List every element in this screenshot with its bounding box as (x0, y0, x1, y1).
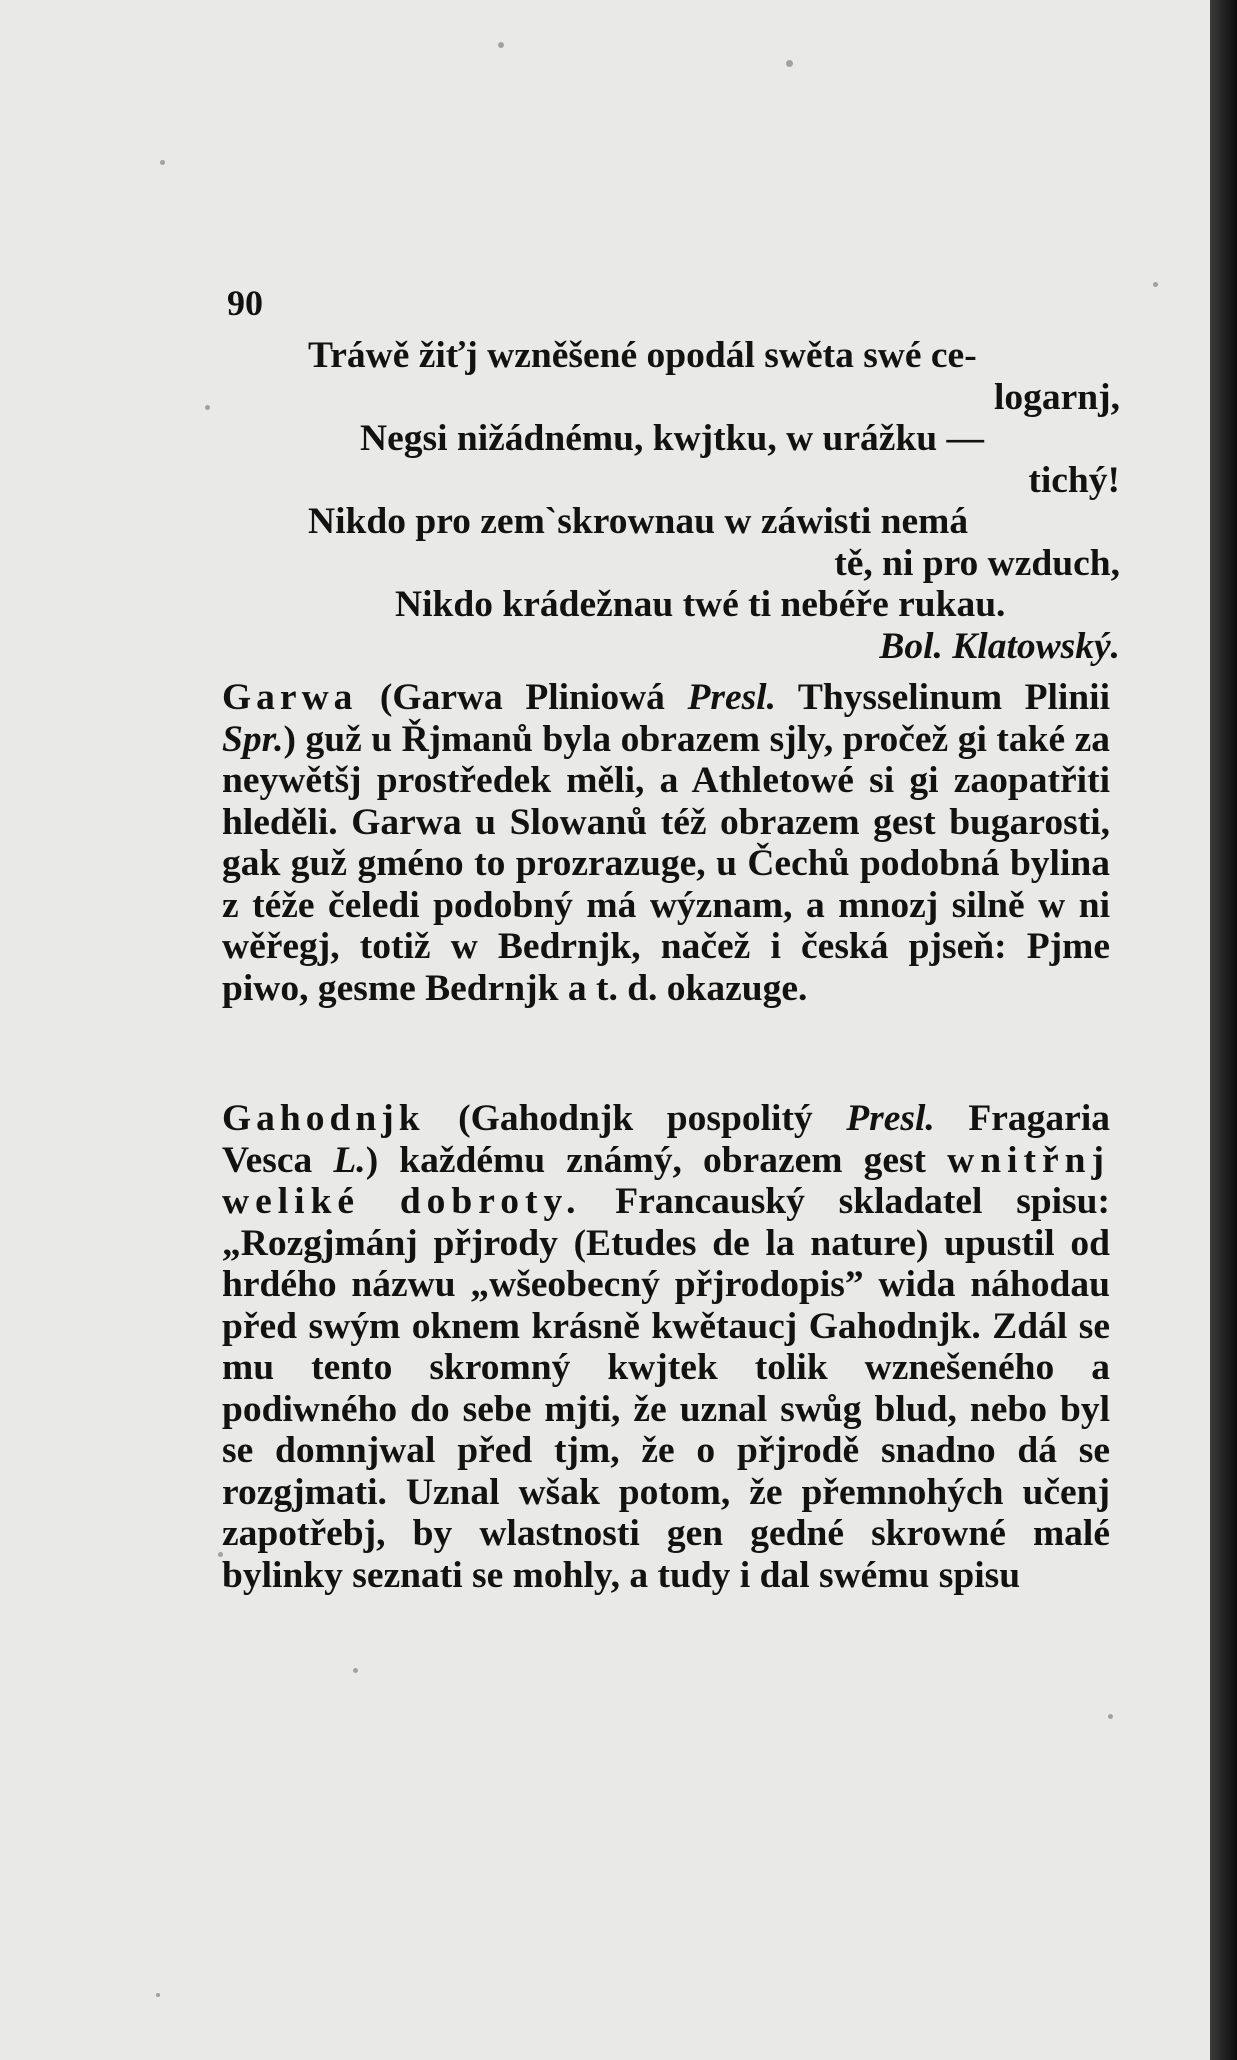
poem-line: Tráwě žiťj wzněšené opodál swěta swé ce- (308, 335, 977, 376)
poem-line: tě, ni pro wzduch, (834, 542, 1120, 584)
entry-headword: Garwa (222, 677, 358, 718)
emphasized-phrase: wnitřnj weliké dobroty. (222, 1139, 1110, 1222)
entry-text: (Garwa Pliniowá (357, 677, 688, 718)
dictionary-entry-gahodnjk (222, 1098, 1110, 1596)
print-speck (1108, 1714, 1113, 1719)
print-speck (353, 1668, 358, 1673)
page-gutter (1210, 0, 1237, 2060)
print-speck (205, 405, 210, 410)
author-abbrev: L. (333, 1139, 366, 1181)
print-speck (1153, 282, 1158, 287)
entry-text: Francauský skladatel spisu: „Rozgjmánj přjrody (Etudes de la nature) upustil od hrdého názwu „wšeobecný přjrodopis” wida náhodau před swým oknem krásně kwětaucj Gahodnjk. Zdál se mu tento skromný kwjtek tolik wznešeného a podiwného do sebe mjti, že uznal swůg blud, nebo byl se domnjwal před tjm, že o přjrodě snadno dá se rozgjmati. Uznal wšak potom, že přemnohých učenj zapotřebj, by wlastnosti gen gedné skrowné malé bylinky seznati se mohly, a tudy i dal swému spisu (222, 1181, 1110, 1596)
dictionary-entry-garwa (222, 677, 1110, 1009)
print-speck (498, 42, 504, 48)
author-abbrev: Presl. (687, 677, 776, 718)
poem-line: Negsi nižádnému, kwjtku, w urážku — (360, 418, 985, 459)
author-abbrev: Presl. (846, 1098, 935, 1139)
page-number: 90 (227, 283, 263, 323)
print-speck (156, 1993, 160, 1997)
entry-text: Fragaria Vesca (222, 1098, 1110, 1181)
print-speck (786, 60, 793, 67)
entry-text: (Gahodnjk pospolitý (424, 1098, 847, 1139)
entry-text: ) guž u Řjmanů byla obrazem sjly, pročež gi také za neywětšj prostředek měli, a Athletowé si gi zaopatřiti hleděli. Garwa u Slowanů též obrazem gest bugarosti, gak guž gméno to prozrazuge, u Čechů podobná bylina z téže čeledi podobný má wýznam, a mnozj silně w ni wěřegj, totiž w Bedrnjk, načež i česká pjseň: Pjme piwo, gesme Bedrnjk a t. d. okazuge. (222, 718, 1110, 1009)
poem (300, 335, 1120, 667)
entry-text: Thysselinum Plinii (775, 677, 1111, 718)
poem-line: Nikdo krádežnau twé ti nebéře rukau. (395, 584, 1006, 625)
entry-headword: Gahodnjk (222, 1098, 425, 1139)
poem-line: logarnj, (993, 376, 1120, 418)
author-abbrev: Spr. (222, 718, 284, 760)
poem-line: tichý! (1028, 459, 1120, 501)
poem-attribution: Bol. Klatowský. (879, 625, 1120, 667)
print-speck (160, 160, 165, 165)
poem-line: Nikdo pro zem`skrownau w záwisti nemá (308, 501, 969, 542)
entry-text: ) každému známý, obrazem gest (365, 1139, 948, 1181)
